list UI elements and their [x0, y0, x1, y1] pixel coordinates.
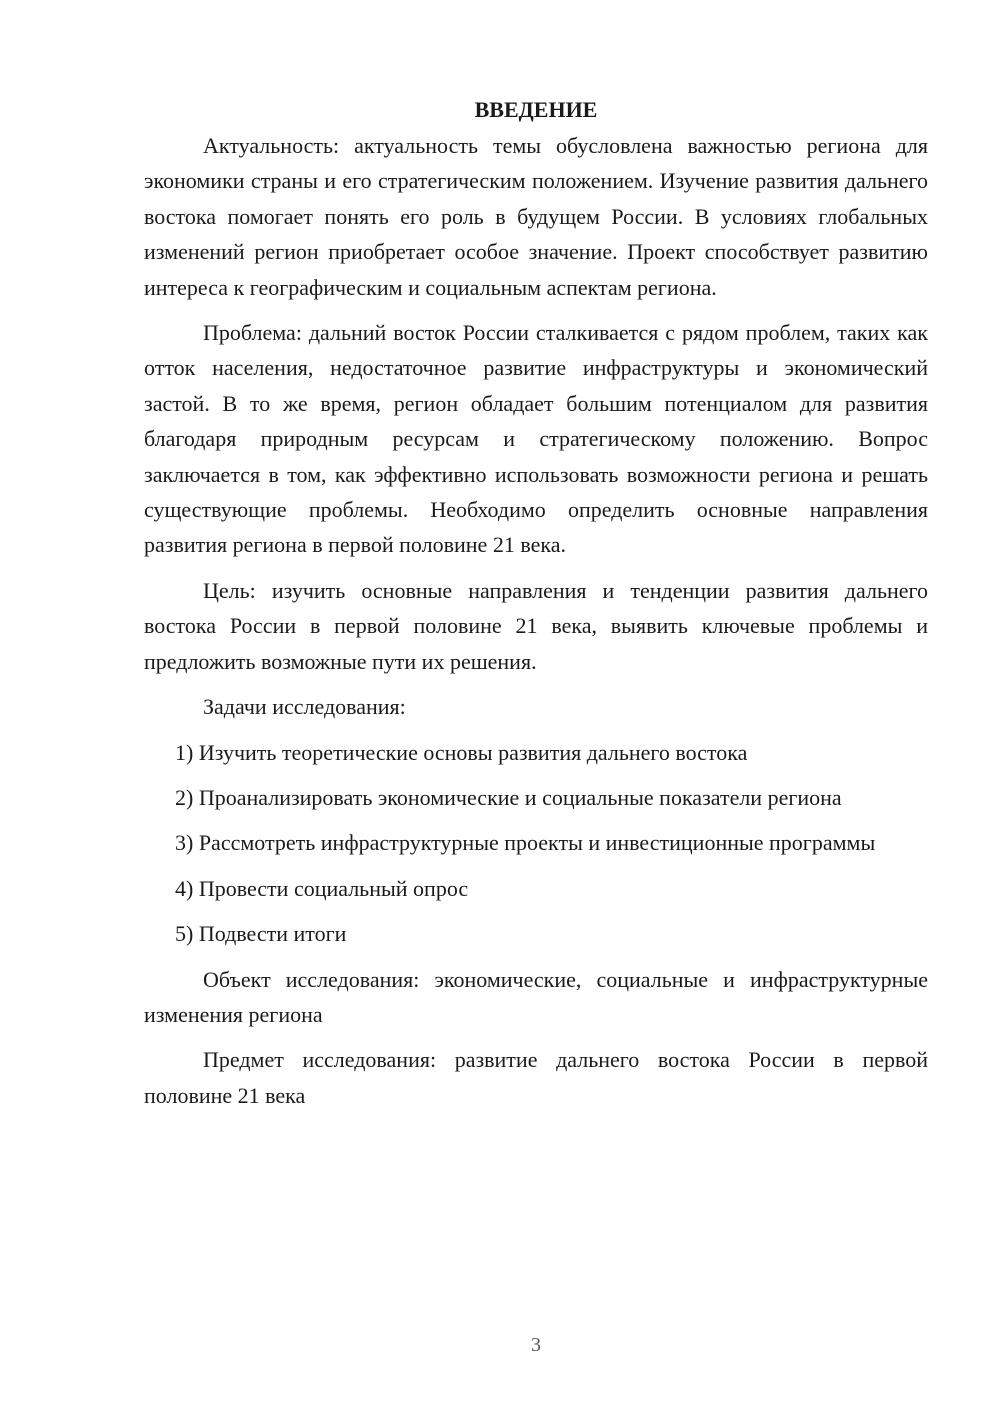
- task-item: 1) Изучить теоретические основы развития дальнего востока: [175, 739, 748, 765]
- tasks-heading: Задачи исследования:: [203, 694, 406, 720]
- page-title: ВВЕДЕНИЕ: [474, 97, 598, 122]
- subject-paragraph: Предмет исследования: развитие дальнего востока России в первой половине 21 века: [144, 1047, 928, 1108]
- task-item: 3) Рассмотреть инфраструктурные проекты и инвестиционные программы: [175, 830, 876, 856]
- task-item: 2) Проанализировать экономические и социальные показатели региона: [175, 784, 842, 810]
- goal-paragraph: Цель: изучить основные направления и тенденции развития дальнего востока России в первой половине 21 века, выявить ключевые проблемы и предложить возможные пути их решения.: [144, 577, 928, 674]
- page-number: 3: [531, 1334, 541, 1356]
- task-item: 4) Провести социальный опрос: [175, 875, 469, 901]
- page-content: [144, 94, 928, 1123]
- problem-paragraph: Проблема: дальний восток России сталкивается с рядом проблем, таких как отток населения, недостаточное развитие инфраструктуры и экономический застой. В то же время, регион обладает большим потенциалом для развития благодаря природным ресурсам и стратегическому положению. Вопрос заключается в том, как эффективно использовать возможности региона и решать существующие проблемы. Необходимо определить основные направления развития региона в первой половине 21 века.: [144, 320, 928, 558]
- relevance-paragraph: Актуальность: актуальность темы обусловлена важностью региона для экономики страны и его стратегическим положением. Изучение развития дальнего востока помогает понять его роль в будущем России. В условиях глобальных изменений регион приобретает особое значение. Проект способствует развитию интереса к географическим и социальным аспектам региона.: [144, 133, 928, 300]
- task-item: 5) Подвести итоги: [175, 921, 347, 947]
- object-paragraph: Объект исследования: экономические, социальные и инфраструктурные изменения региона: [144, 966, 928, 1027]
